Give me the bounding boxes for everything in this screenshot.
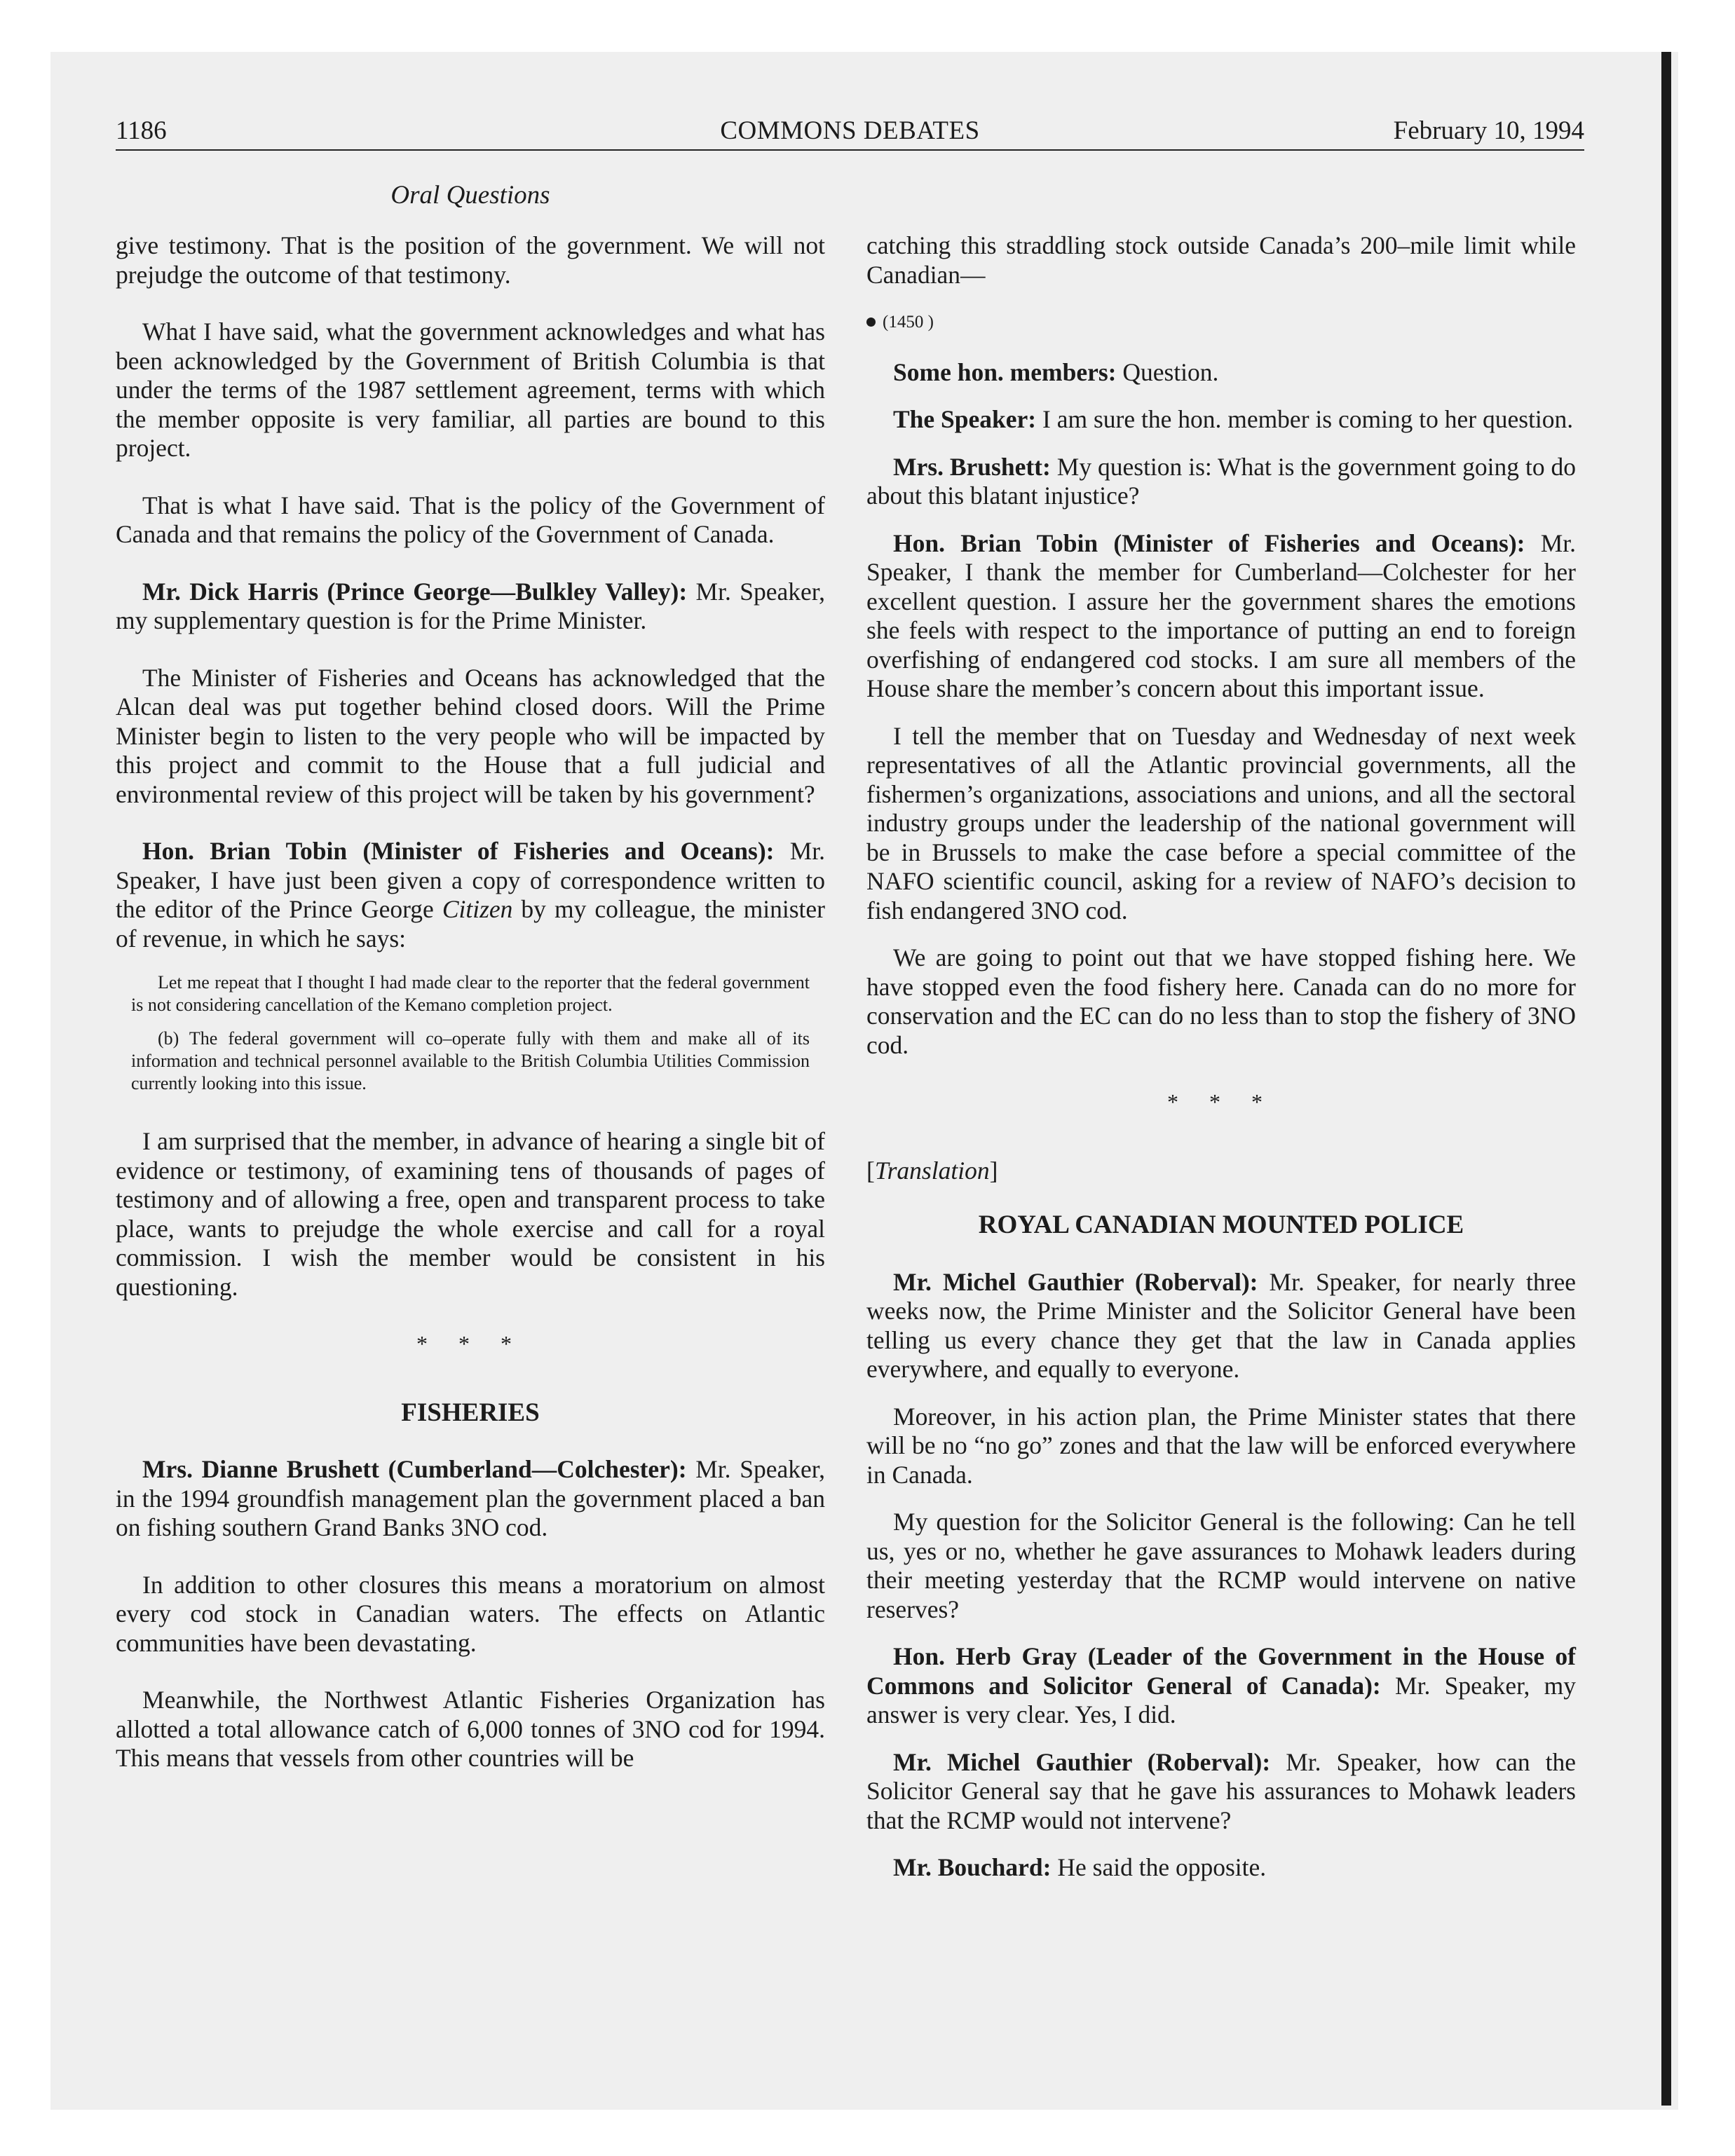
speech-paragraph: [116, 578, 825, 636]
speech-text: My question is: What is the government going to do about this blatant injustice?: [866, 452, 1576, 510]
speaker-name: Mr. Michel Gauthier (Roberval):: [893, 1747, 1271, 1776]
publication-date: February 10, 1994: [1393, 116, 1584, 145]
speaker-name: Mrs. Dianne Brushett (Cumberland—Colchester):: [142, 1455, 687, 1483]
speech-paragraph: [866, 529, 1576, 704]
paragraph: I tell the member that on Tuesday and Wednesday of next week representatives of all the Atlantic provincial governments, all the fishermen’s organizations, associations and unions, and all the sectoral industry groups under the leadership of the national government will be in Brussels to make the case before a special committee of the NAFO scientific council, asking for a review of NAFO’s decision to fish endangered 3NO cod.: [866, 721, 1576, 925]
speaker-name: Hon. Brian Tobin (Minister of Fisheries and Oceans):: [893, 528, 1525, 557]
speaker-name: Mrs. Brushett:: [893, 452, 1051, 481]
scan-edge-shadow: [1661, 52, 1671, 2106]
translation-note: [Translation]: [866, 1156, 998, 1185]
paragraph: Moreover, in his action plan, the Prime Minister states that there will be no “no go” zones and that the law will be enforced everywhere in Canada.: [866, 1402, 1576, 1489]
section-label: Oral Questions: [390, 181, 550, 210]
section-heading: ROYAL CANADIAN MOUNTED POLICE: [978, 1210, 1464, 1239]
speaker-name: The Speaker:: [893, 405, 1037, 433]
speech-paragraph: [866, 405, 1576, 435]
time-stamp-text: (1450 ): [883, 313, 934, 332]
speaker-name: Mr. Michel Gauthier (Roberval):: [893, 1267, 1258, 1296]
paragraph: The Minister of Fisheries and Oceans has acknowledged that the Alcan deal was put together behind closed doors. Will the Prime Minister begin to listen to the very people who will be impacted by this project and commit to the House that a full judicial and environmental review of this project will be taken by his government?: [116, 663, 825, 808]
speech-text: Question.: [1116, 357, 1219, 386]
paragraph: Meanwhile, the Northwest Atlantic Fisheries Organization has allotted a total allowance catch of 6,000 tonnes of 3NO cod for 1994. This means that vessels from other countries will be: [116, 1686, 825, 1772]
running-head: [116, 114, 1584, 149]
speaker-name: Mr. Dick Harris (Prince George—Bulkley Valley):: [142, 577, 688, 606]
paragraph: That is what I have said. That is the policy of the Government of Canada and that remains the policy of the Government of Canada.: [116, 491, 825, 548]
left-column: [116, 231, 825, 1801]
header-rule: [116, 149, 1584, 151]
newspaper-name: Citizen: [442, 895, 513, 923]
paragraph: catching this straddling stock outside Canada’s 200–mile limit while Canadian—: [866, 231, 1576, 289]
block-quote: Let me repeat that I thought I had made clear to the reporter that the federal government is not considering cancellation of the Kemano completion project.: [131, 972, 810, 1015]
speech-text: Mr. Speaker, how can the Solicitor General say that he gave his assurances to Mohawk leaders that the RCMP would not intervene?: [866, 1747, 1576, 1834]
speaker-name: Hon. Brian Tobin (Minister of Fisheries and Oceans):: [142, 837, 775, 865]
speech-text: Mr. Speaker, for nearly three weeks now, the Prime Minister and the Solicitor General have been telling us every chance they get that the law in Canada applies everywhere, and equally to everyone.: [866, 1267, 1576, 1383]
speech-paragraph: [866, 1748, 1576, 1836]
speech-paragraph: [116, 837, 825, 953]
paragraph: In addition to other closures this means a moratorium on almost every cod stock in Canadian waters. The effects on Atlantic communities have been devastating.: [116, 1570, 825, 1657]
bullet-icon: [866, 318, 876, 327]
speech-text: Mr. Speaker, my supplementary question is for the Prime Minister.: [116, 577, 825, 634]
speech-text: Mr. Speaker, in the 1994 groundfish management plan the government placed a ban on fishing southern Grand Banks 3NO cod.: [116, 1455, 826, 1541]
publication-title: COMMONS DEBATES: [720, 116, 980, 145]
paragraph: I am surprised that the member, in advance of hearing a single bit of evidence or testimony, of examining tens of thousands of pages of testimony and of allowing a free, open and transparent process to take place, wants to prejudge the whole exercise and call for a royal commission. I wish the member would be consistent in his questioning.: [116, 1127, 825, 1301]
page-number: 1186: [116, 116, 167, 145]
speech-paragraph: [866, 358, 1576, 388]
speech-text: I am sure the hon. member is coming to her question.: [1036, 405, 1574, 433]
speech-text: Mr. Speaker, I thank the member for Cumberland—Colchester for her excellent question. I assure her the government shares the emotions she feels with respect to the importance of putting an end to foreign overfishing of endangered cod stocks. I am sure all members of the House share the member’s concern about this important issue.: [866, 528, 1576, 702]
right-column: [866, 231, 1576, 1901]
section-heading: FISHERIES: [401, 1398, 540, 1427]
speech-text: Mr. Speaker, I have just been given a copy of correspondence written to the editor of the Prince George: [116, 837, 825, 923]
translation-label: Translation: [874, 1156, 990, 1185]
speech-text: by my colleague, the minister of revenue, in which he says:: [116, 895, 825, 953]
speech-paragraph: [866, 1853, 1576, 1883]
block-quote: (b) The federal government will co–operate fully with them and make all of its information and technical personnel available to the British Columbia Utilities Commission currently looking into this issue.: [131, 1028, 810, 1093]
time-stamp: [866, 308, 1576, 337]
speaker-name: Mr. Bouchard:: [893, 1853, 1052, 1881]
paragraph: give testimony. That is the position of the government. We will not prejudge the outcome of that testimony.: [116, 231, 825, 289]
speech-paragraph: [866, 453, 1576, 511]
speech-paragraph: [866, 1642, 1576, 1730]
paragraph: We are going to point out that we have stopped fishing here. We have stopped even the food fishery here. Canada can do no more for conservation and the EC can do no less than to stop the fishery of 3NO cod.: [866, 943, 1576, 1059]
section-separator: * * *: [416, 1331, 524, 1356]
speaker-name: Hon. Herb Gray (Leader of the Government in the House of Commons and Solicitor General of Canada):: [866, 1642, 1576, 1700]
paragraph: What I have said, what the government acknowledges and what has been acknowledged by the Government of British Columbia is that under the terms of the 1987 settlement agreement, terms with which the member opposite is very familiar, all parties are bound to this project.: [116, 318, 825, 462]
speech-text: He said the opposite.: [1051, 1853, 1267, 1881]
paragraph: My question for the Solicitor General is the following: Can he tell us, yes or no, whether he gave assurances to Mohawk leaders during their meeting yesterday that the RCMP would intervene on native reserves?: [866, 1508, 1576, 1623]
speaker-name: Some hon. members:: [893, 357, 1117, 386]
speech-text: Mr. Speaker, my answer is very clear. Yes, I did.: [866, 1671, 1576, 1728]
section-separator: * * *: [1167, 1089, 1275, 1114]
speech-paragraph: [866, 1268, 1576, 1384]
speech-paragraph: [116, 1455, 825, 1543]
